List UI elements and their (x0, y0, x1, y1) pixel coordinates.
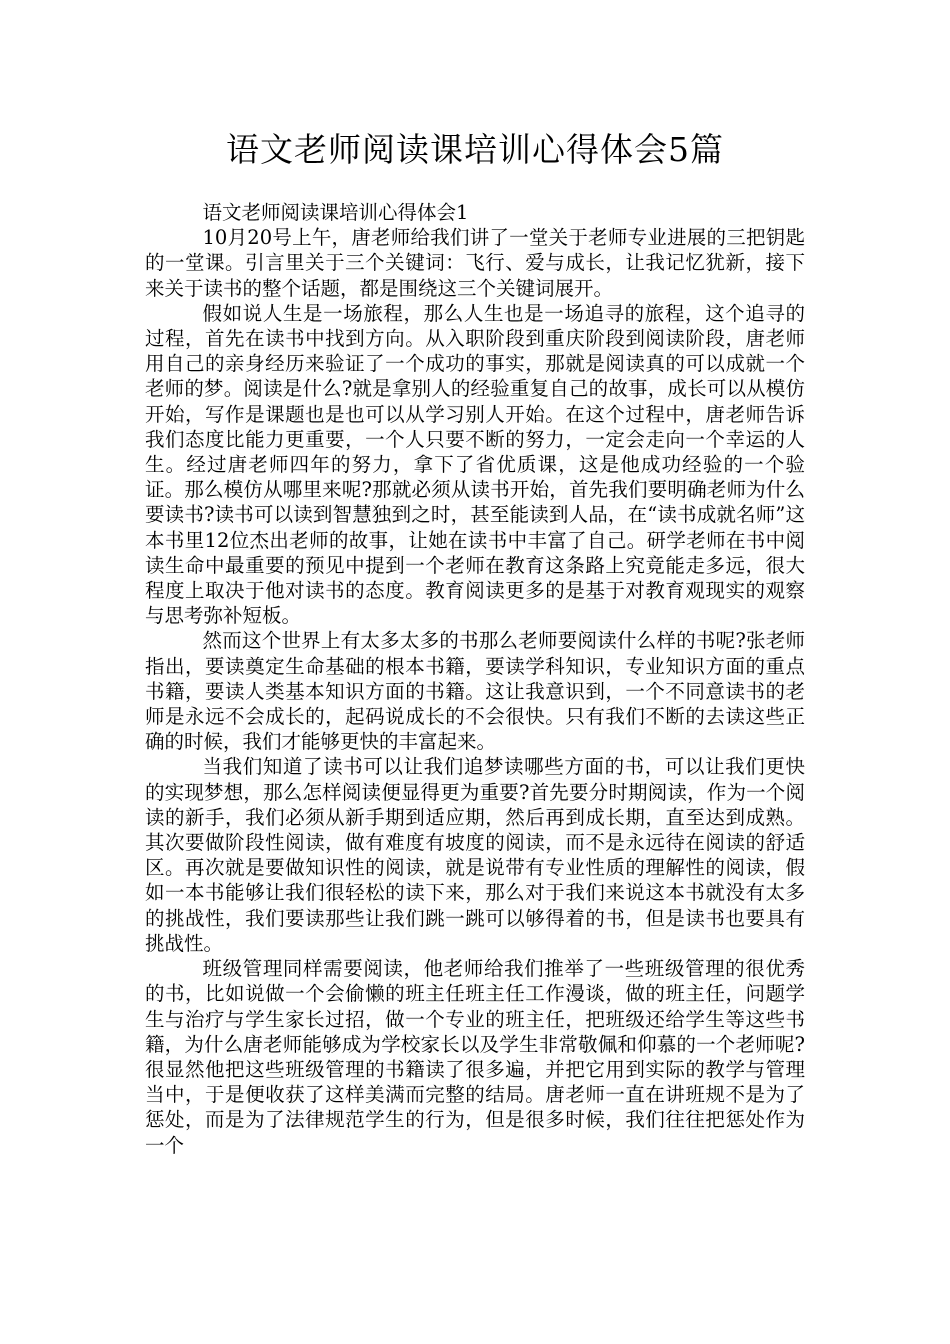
body-paragraph: 假如说人生是一场旅程，那么人生也是一场追寻的旅程，这个追寻的过程，首先在读书中找到方向。从入职阶段到重庆阶段到阅读阶段，唐老师用自己的亲身经历来验证了一个成功的事实，那就是阅读真的可以成就一个老师的梦。阅读是什么?就是拿别人的经验重复自己的故事，成长可以从模仿开始，写作是课题也是也可以从学习别人开始。在这个过程中，唐老师告诉我们态度比能力更重要，一个人只要不断的努力，一定会走向一个幸运的人生。经过唐老师四年的努力，拿下了省优质课，这是他成功经验的一个验证。那么模仿从哪里来呢?那就必须从读书开始，首先我们要明确老师为什么要读书?读书可以读到智慧独到之时，甚至能读到人品，在“读书成就名师”这本书里12位杰出老师的故事，让她在读书中丰富了自己。研学老师在书中阅读生命中最重要的预见中提到一个老师在教育这条路上究竟能走多远，很大程度上取决于他对读书的态度。教育阅读更多的是基于对教育观现实的观察与思考弥补短板。 (145, 301, 805, 628)
body-paragraph: 当我们知道了读书可以让我们追梦读哪些方面的书，可以让我们更快的实现梦想，那么怎样阅读便显得更为重要?首先要分时期阅读，作为一个阅读的新手，我们必须从新手期到适应期，然后再到成长期，直至达到成熟。其次要做阶段性阅读，做有难度有坡度的阅读，而不是永远待在阅读的舒适区。再次就是要做知识性的阅读，就是说带有专业性质的理解性的阅读，假如一本书能够让我们很轻松的读下来，那么对于我们来说这本书就没有太多的挑战性，我们要读那些让我们跳一跳可以够得着的书，但是读书也要具有挑战性。 (145, 755, 805, 955)
body-paragraph: 10月20号上午，唐老师给我们讲了一堂关于老师专业进展的三把钥匙的一堂课。引言里关于三个关键词：飞行、爱与成长，让我记忆犹新，接下来关于读书的整个话题，都是围绕这三个关键词展开。 (145, 226, 805, 300)
section-heading: 语文老师阅读课培训心得体会1 (202, 201, 469, 224)
document-body (145, 200, 805, 1158)
body-paragraph: 然而这个世界上有太多太多的书那么老师要阅读什么样的书呢?张老师指出，要读奠定生命基础的根本书籍，要读学科知识，专业知识方面的重点书籍，要读人类基本知识方面的书籍。这让我意识到，一个不同意读书的老师是永远不会成长的，起码说成长的不会很快。只有我们不断的去读这些正确的时候，我们才能够更快的丰富起来。 (145, 629, 805, 754)
document-title: 语文老师阅读课培训心得体会5篇 (226, 130, 724, 169)
body-paragraph: 班级管理同样需要阅读，他老师给我们推举了一些班级管理的很优秀的书，比如说做一个会偷懒的班主任班主任工作漫谈，做的班主任，问题学生与治疗与学生家长过招，做一个专业的班主任，把班级还给学生等这些书籍，为什么唐老师能够成为学校家长以及学生非常敬佩和仰慕的一个老师呢?很显然他把这些班级管理的书籍读了很多遍，并把它用到实际的教学与管理当中，于是便收获了这样美满而完整的结局。唐老师一直在讲班规不是为了惩处，而是为了法律规范学生的行为，但是很多时候，我们往往把惩处作为一个 (145, 957, 805, 1157)
